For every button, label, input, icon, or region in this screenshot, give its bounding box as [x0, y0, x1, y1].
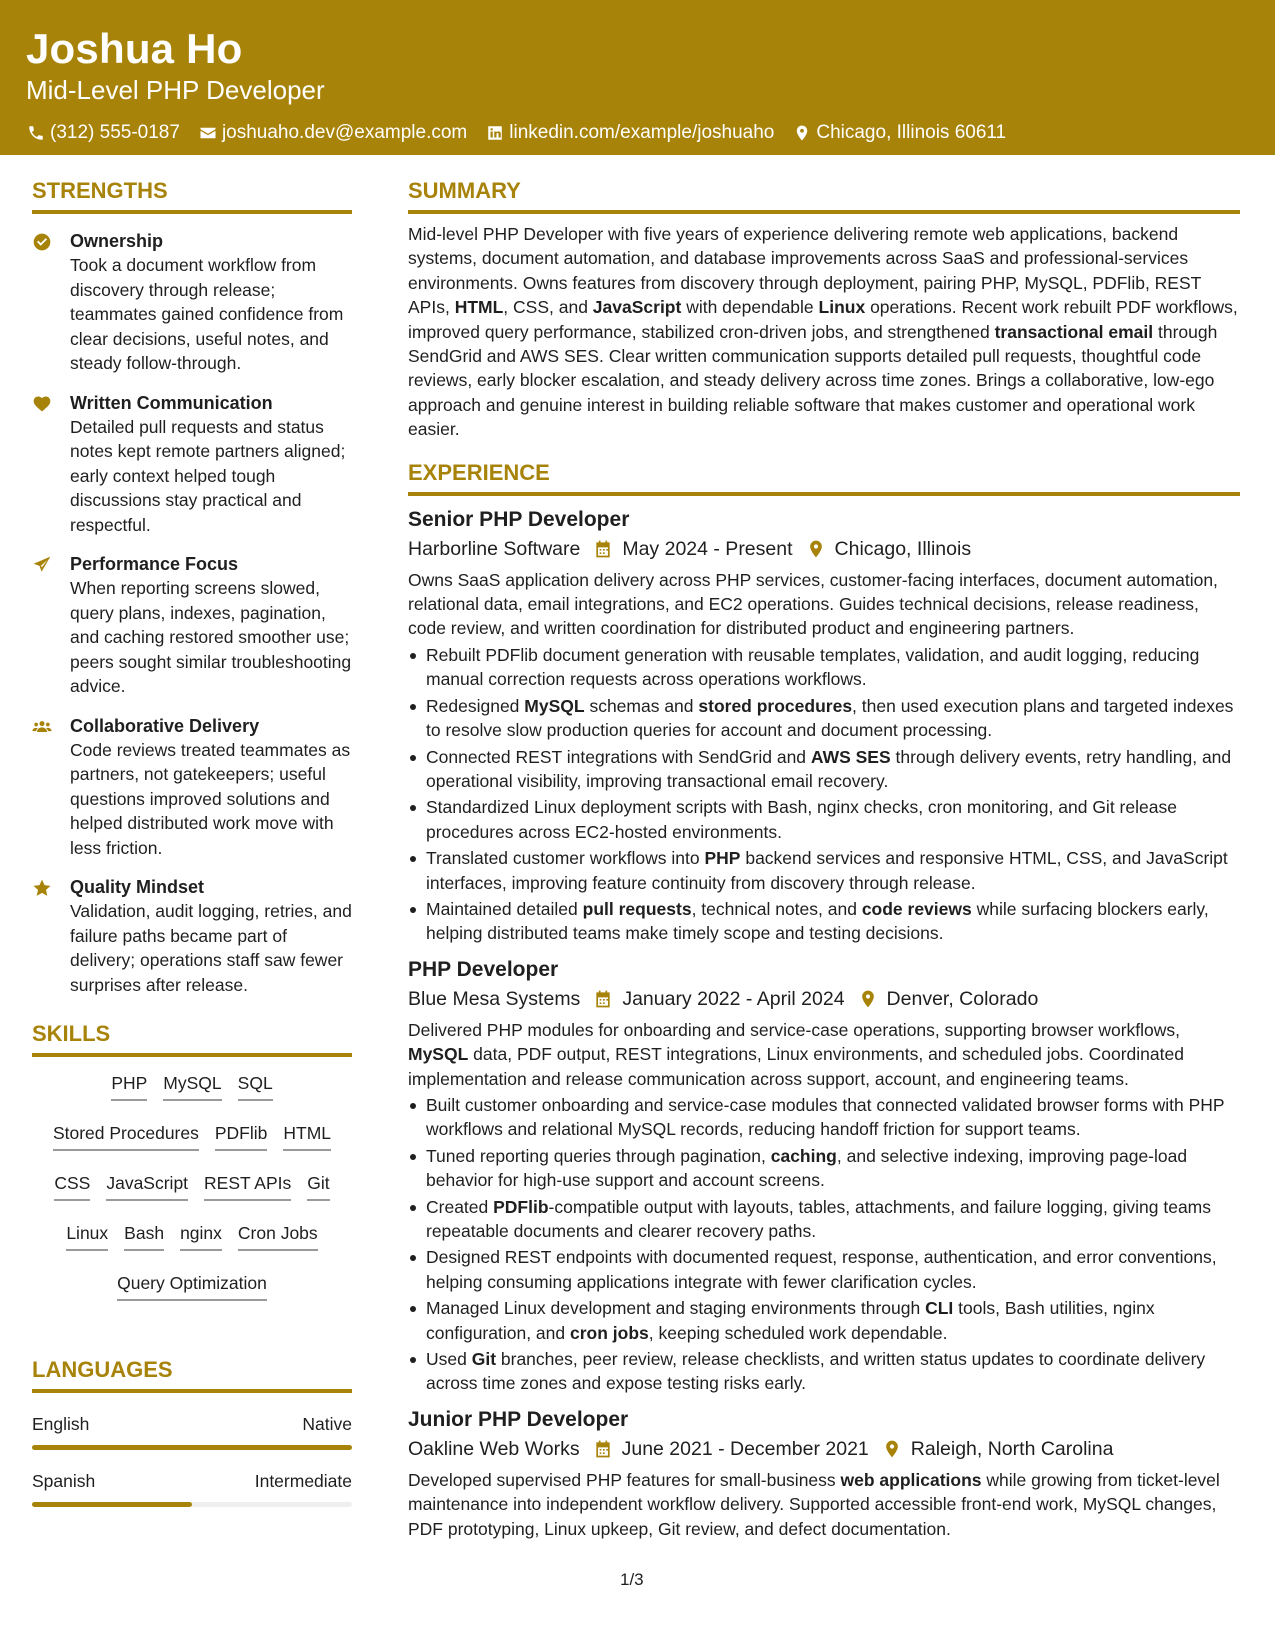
job-bullet: Built customer onboarding and service-case modules that connected validated browser forms with PHP workflows and relational MySQL records, reducing handoff friction for support teams. [408, 1093, 1240, 1142]
job-bullet: Connected REST integrations with SendGrid and AWS SES through delivery events, retry handling, and operational visibility, improving transactional email recovery. [408, 745, 1240, 794]
strength-title: Collaborative Delivery [70, 715, 260, 736]
contact-location [792, 122, 1006, 144]
resume-header [0, 0, 1275, 155]
skill-tag: nginx [180, 1221, 222, 1251]
contact-bar [26, 122, 1249, 144]
job-entry [408, 956, 1240, 1396]
strength-text: Detailed pull requests and status notes kept remote partners aligned; early context helped tough discussions stay practical and respectful. [70, 416, 346, 535]
experience-heading: EXPERIENCE [408, 460, 1240, 496]
skill-tag: PHP [111, 1071, 147, 1101]
map-pin-icon [805, 538, 827, 560]
job-description: Owns SaaS application delivery across PHP services, customer-facing interfaces, document automation, relational data, email integrations, and EC2 operations. Guides technical decisions, release readiness, code review, and written coordination for distributed product and engineering partners. [408, 569, 1218, 639]
strength-text: Took a document workflow from discovery through release; teammates gained confidence from clear decisions, useful notes, and steady follow-through. [70, 255, 344, 373]
job-bullet: Standardized Linux deployment scripts with Bash, nginx checks, cron monitoring, and Git release procedures across EC2-hosted environments. [408, 795, 1240, 844]
candidate-role: Mid-Level PHP Developer [26, 75, 325, 105]
language-bar-fill [32, 1445, 352, 1450]
skills-list [32, 1071, 352, 1321]
language-bar-fill [32, 1502, 192, 1507]
language-level: Intermediate [254, 1471, 352, 1491]
strength-title: Ownership [70, 231, 164, 251]
job-title: Junior PHP Developer [408, 1407, 629, 1431]
job-location: Chicago, Illinois [834, 537, 972, 560]
strength-text: Validation, audit logging, retries, and failure paths became part of delivery; operations staff saw fewer surprises after release. [70, 901, 352, 995]
calendar-icon [592, 538, 614, 560]
skill-tag: Stored Procedures [53, 1121, 199, 1151]
skill-tag: Git [307, 1171, 329, 1201]
job-dates: May 2024 - Present [622, 537, 793, 560]
skill-tag: PDFlib [215, 1121, 268, 1151]
job-title: Senior PHP Developer [408, 507, 630, 531]
company-name: Harborline Software [408, 537, 581, 560]
skill-tag: JavaScript [106, 1171, 188, 1201]
language-bar [32, 1445, 352, 1450]
strength-item [32, 552, 352, 699]
skill-tag: Cron Jobs [238, 1221, 318, 1251]
job-meta [408, 536, 1240, 562]
job-bullet: Designed REST endpoints with documented request, response, authentication, and error conventions, helping consuming applications integrate with fewer clarification cycles. [408, 1245, 1240, 1294]
map-pin-icon [857, 988, 879, 1010]
strength-title: Written Communication [70, 392, 273, 413]
experience-list [408, 506, 1240, 1541]
language-level: Native [302, 1414, 352, 1434]
contact-text: joshuaho.dev@example.com [221, 122, 468, 143]
contact-text: linkedin.com/example/joshuaho [509, 122, 775, 143]
contact-phone[interactable] [26, 122, 180, 144]
skill-tag: MySQL [163, 1071, 221, 1101]
summary-heading: SUMMARY [408, 178, 1240, 214]
paper-plane-icon [32, 552, 70, 699]
calendar-icon [592, 988, 614, 1010]
summary-text: Mid-level PHP Developer with five years of experience delivering remote web applications, backend systems, document automation, and database improvements across SaaS and professional-services environments. Owns features from discovery through deployment, pairing PHP, MySQL, PDFlib, REST APIs, HTML, CSS, and JavaScript with dependable Linux operations. Recent work rebuilt PDF workflows, improved query performance, stabilized cron-driven jobs, and strengthened transactional email through SendGrid and AWS SES. Clear written communication supports detailed pull requests, thoughtful code reviews, early blocker escalation, and steady delivery across time zones. Brings a collaborative, low-ego approach and genuine interest in building reliable software that makes customer and operational work easier. [408, 224, 1238, 440]
job-meta [408, 1436, 1240, 1462]
languages-heading: LANGUAGES [32, 1357, 352, 1393]
phone-icon [26, 123, 46, 143]
strength-item [32, 391, 352, 538]
job-bullets [408, 643, 1240, 946]
job-bullet: Managed Linux development and staging environments through CLI tools, Bash utilities, nginx configuration, and cron jobs, keeping scheduled work dependable. [408, 1296, 1240, 1345]
check-circle-icon [32, 229, 70, 376]
skills-heading: SKILLS [32, 1021, 352, 1057]
job-entry [408, 1406, 1240, 1541]
skill-tag: CSS [54, 1171, 90, 1201]
job-dates: June 2021 - December 2021 [621, 1437, 869, 1460]
language-name: Spanish [32, 1471, 96, 1491]
job-dates: January 2022 - April 2024 [622, 987, 845, 1010]
map-pin-icon [792, 123, 812, 143]
company-name: Blue Mesa Systems [408, 987, 581, 1010]
job-bullet: Tuned reporting queries through pagination, caching, and selective indexing, improving page-load behavior for high-use support and account screens. [408, 1144, 1240, 1193]
skill-tag: Bash [124, 1221, 164, 1251]
left-column [32, 178, 352, 1507]
right-column [408, 178, 1240, 1541]
strength-text: Code reviews treated teammates as partners, not gatekeepers; useful questions improved solutions and helped distributed work move with less friction. [70, 739, 351, 858]
language-name: English [32, 1414, 90, 1434]
candidate-name: Joshua Ho [26, 25, 243, 72]
heart-icon [32, 391, 70, 538]
strength-item [32, 714, 352, 861]
job-description: Developed supervised PHP features for small-business web applications while growing from ticket-level maintenance into independent workflow delivery. Supported accessible front-end work, MySQL changes, PDF prototyping, Linux upkeep, Git review, and defect documentation. [408, 1469, 1220, 1539]
skill-tag: Linux [66, 1221, 108, 1251]
strength-item [32, 229, 352, 376]
contact-text: Chicago, Illinois 60611 [816, 122, 1007, 143]
strengths-heading: STRENGTHS [32, 178, 352, 214]
page-number: 1/3 [620, 1570, 644, 1589]
job-title: PHP Developer [408, 957, 559, 981]
job-location: Raleigh, North Carolina [910, 1437, 1114, 1460]
skill-tag: REST APIs [204, 1171, 291, 1201]
job-bullet: Maintained detailed pull requests, technical notes, and code reviews while surfacing blockers early, helping distributed teams make timely scope and testing decisions. [408, 897, 1240, 946]
calendar-icon [592, 1438, 614, 1460]
contact-linkedin[interactable] [485, 122, 774, 144]
language-bar [32, 1502, 352, 1507]
language-item [32, 1413, 352, 1450]
contact-text: (312) 555-0187 [50, 122, 180, 143]
skill-tag: SQL [238, 1071, 273, 1101]
job-bullet: Created PDFlib-compatible output with layouts, tables, attachments, and failure logging, giving teams repeatable documents and clearer recovery paths. [408, 1195, 1240, 1244]
users-icon [32, 714, 70, 861]
skill-tag: Query Optimization [117, 1271, 267, 1301]
contact-email[interactable] [198, 122, 467, 144]
job-bullet: Redesigned MySQL schemas and stored procedures, then used execution plans and targeted indexes to resolve slow production queries for account and document processing. [408, 694, 1240, 743]
company-name: Oakline Web Works [408, 1437, 580, 1460]
star-icon [32, 875, 70, 997]
strength-title: Quality Mindset [70, 877, 205, 897]
strength-item [32, 875, 352, 997]
language-item [32, 1470, 352, 1507]
job-bullet: Rebuilt PDFlib document generation with reusable templates, validation, and audit logging, reducing manual correction requests across operations workflows. [408, 643, 1240, 692]
job-meta [408, 986, 1240, 1012]
job-description: Delivered PHP modules for onboarding and service-case operations, supporting browser workflows, MySQL data, PDF output, REST integrations, Linux environments, and scheduled jobs. Coordinated implementation and release communication across support, account, and engineering teams. [408, 1019, 1184, 1089]
job-bullet: Used Git branches, peer review, release checklists, and written status updates to coordinate delivery across time zones and expose testing risks early. [408, 1347, 1240, 1396]
strength-text: When reporting screens slowed, query plans, indexes, pagination, and caching restored smoother use; peers sought similar troubleshooting advice. [70, 578, 352, 696]
skill-tag: HTML [283, 1121, 331, 1151]
map-pin-icon [881, 1438, 903, 1460]
job-bullets [408, 1093, 1240, 1396]
job-bullet: Translated customer workflows into PHP backend services and responsive HTML, CSS, and JavaScript interfaces, improving feature continuity from discovery through release. [408, 846, 1240, 895]
linkedin-icon [485, 123, 505, 143]
job-location: Denver, Colorado [886, 987, 1039, 1010]
strength-title: Performance Focus [70, 554, 239, 574]
envelope-icon [198, 123, 218, 143]
job-entry [408, 506, 1240, 946]
